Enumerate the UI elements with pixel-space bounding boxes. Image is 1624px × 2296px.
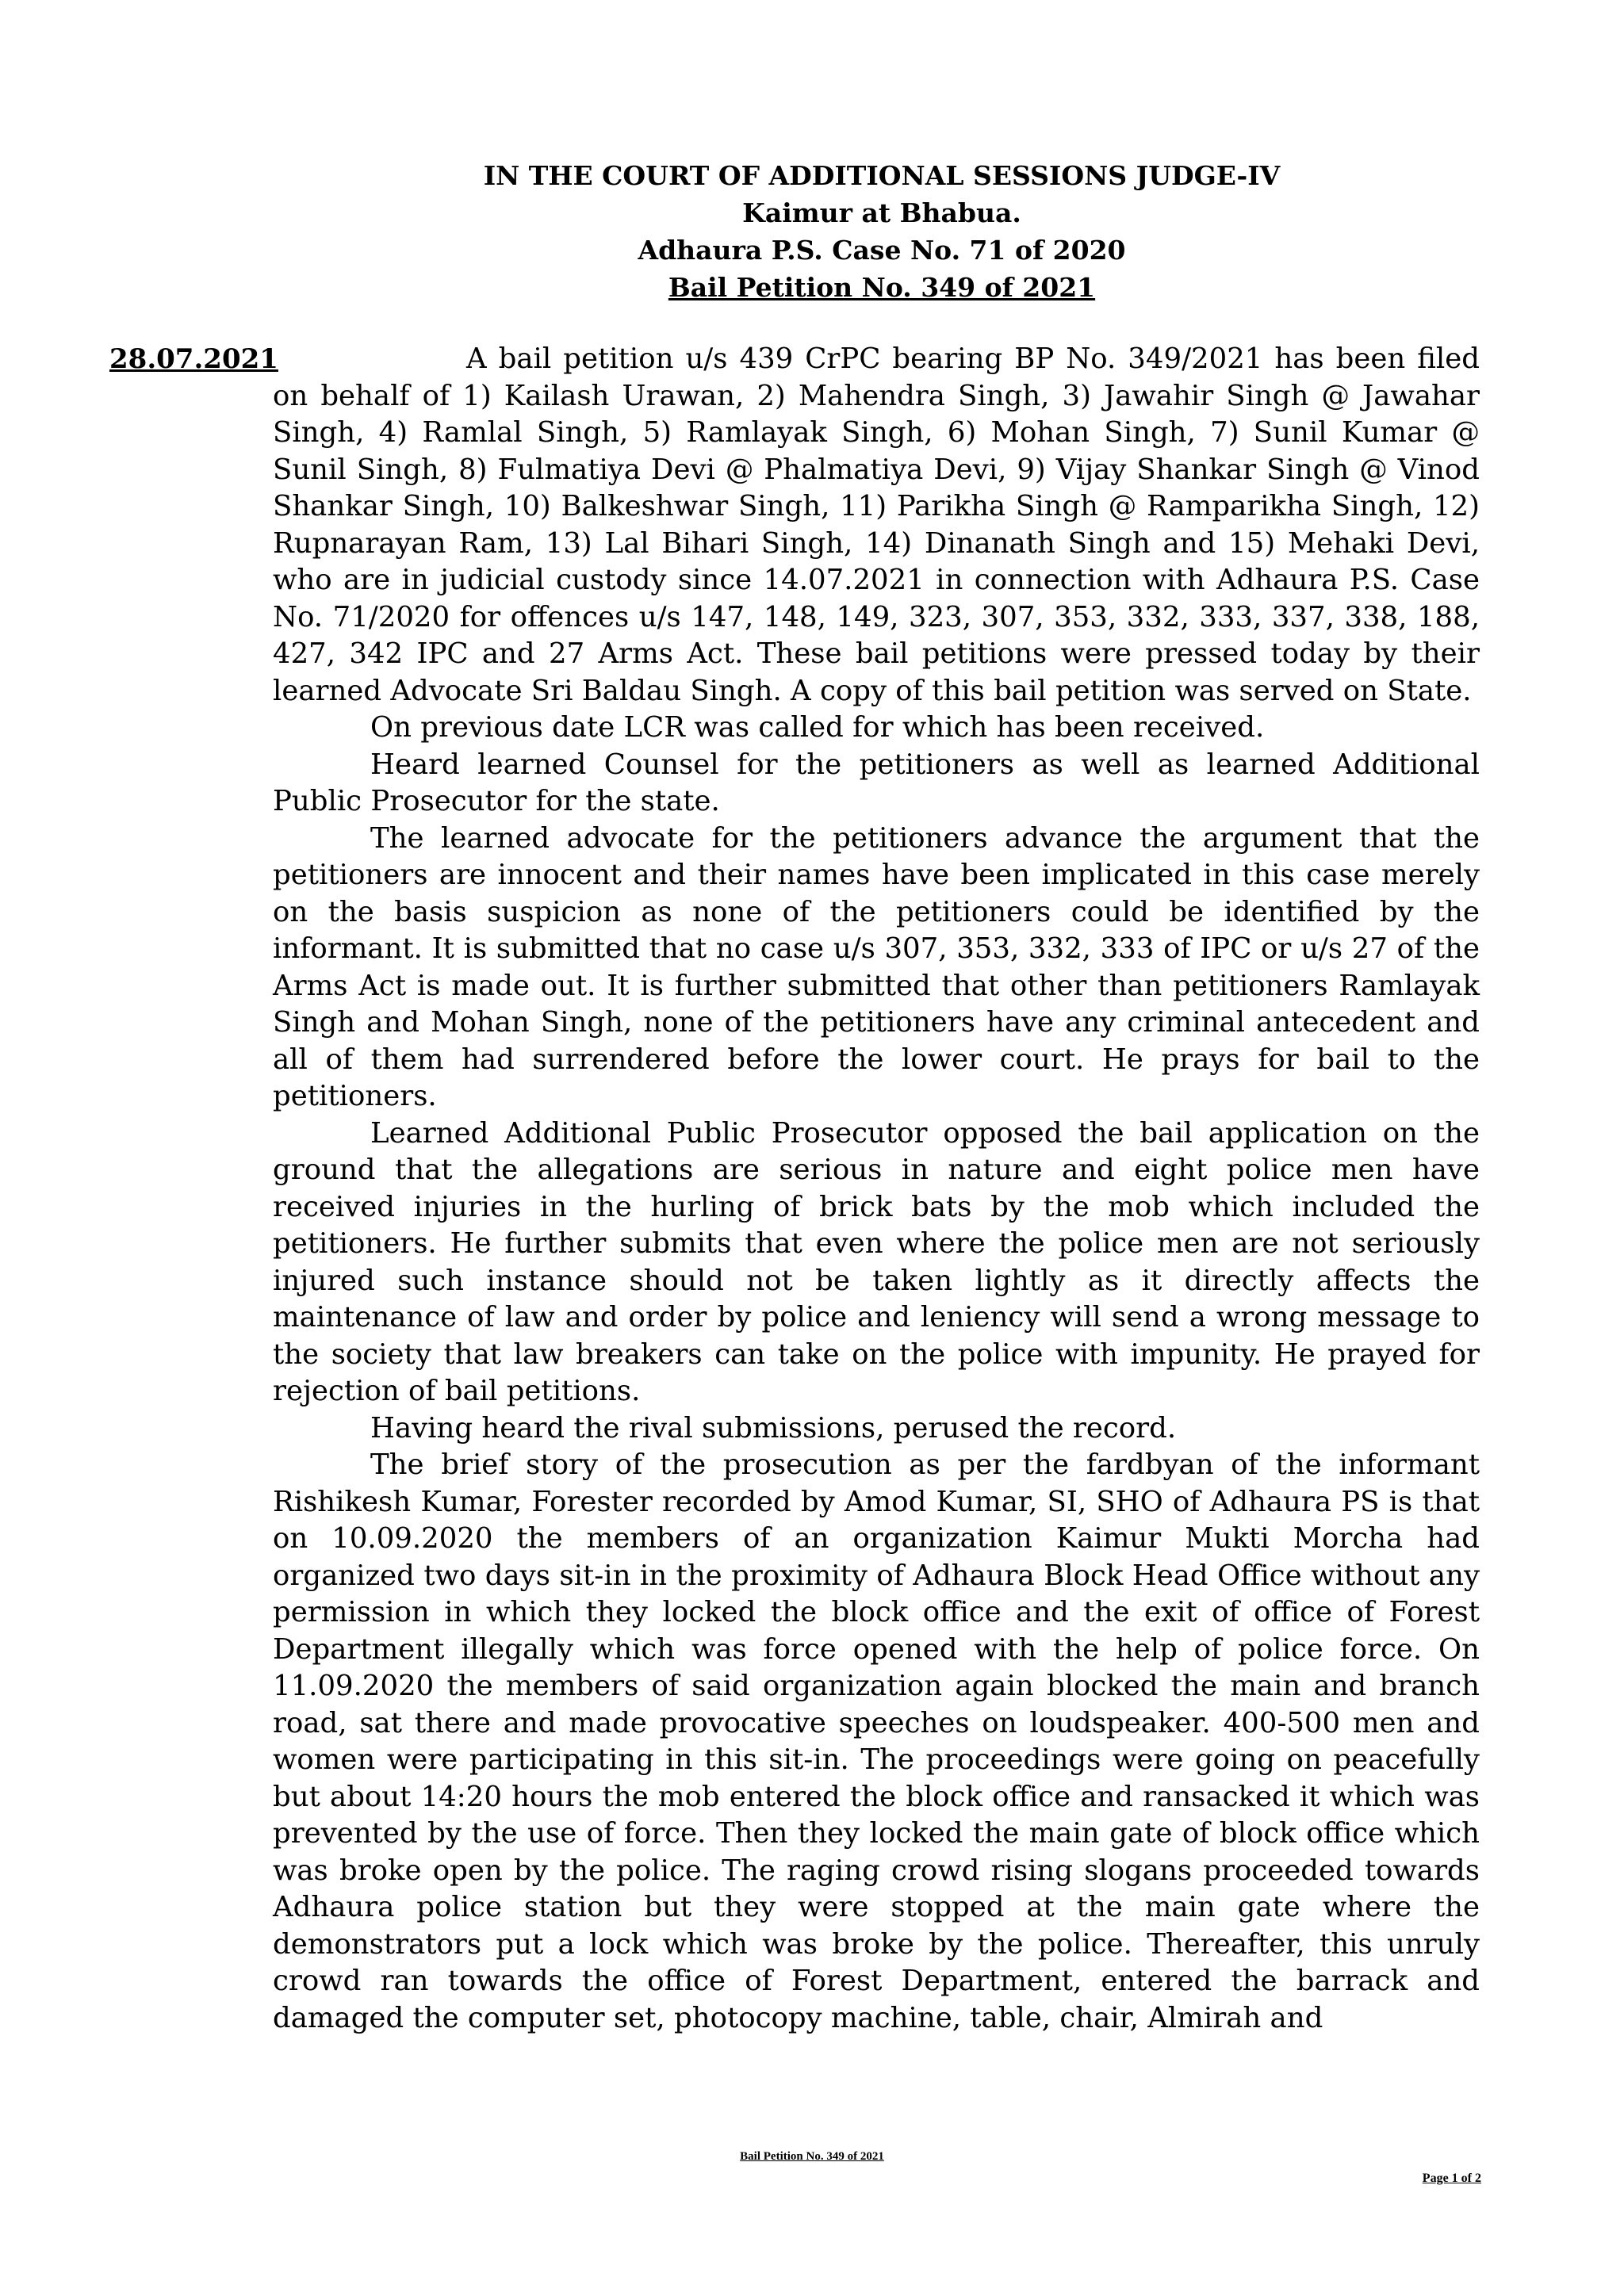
- court-header: [273, 157, 1491, 306]
- paragraph: On previous date LCR was called for which has been received.: [370, 711, 1265, 744]
- order-date: 28.07.2021: [109, 343, 278, 375]
- court-name: IN THE COURT OF ADDITIONAL SESSIONS JUDGE-IV: [483, 160, 1281, 191]
- court-location: Kaimur at Bhabua.: [742, 197, 1021, 228]
- page-number: Page 1 of 2: [1422, 2172, 1481, 2185]
- paragraph: The learned advocate for the petitioners advance the argument that the petitioners are innocent and their names have been implicated in this case merely on the basis suspicion as none of the petitioners could be identified by the informant. It is submitted that no case u/s 307, 353, 332, 333 of IPC or u/s 27 of the Arms Act is made out. It is further submitted that other than petitioners Ramlayak Singh and Mohan Singh, none of the petitioners have any criminal antecedent and all of them had surrendered before the lower court. He prays for bail to the petitioners.: [273, 821, 1480, 1112]
- petition-number: Bail Petition No. 349 of 2021: [668, 272, 1096, 303]
- case-number: Adhaura P.S. Case No. 71 of 2020: [638, 235, 1126, 266]
- paragraph: A bail petition u/s 439 CrPC bearing BP No. 349/2021 has been filed on behalf of 1) Kailash Urawan, 2) Mahendra Singh, 3) Jawahir Singh @ Jawahar Singh, 4) Ramlal Singh, 5) Ramlayak Singh, 6) Mohan Singh, 7) Sunil Kumar @ Sunil Singh, 8) Fulmatiya Devi @ Phalmatiya Devi, 9) Vijay Shankar Singh @ Vinod Shankar Singh, 10) Balkeshwar Singh, 11) Parikha Singh @ Ramparikha Singh, 12) Rupnarayan Ram, 13) Lal Bihari Singh, 14) Dinanath Singh and 15) Mehaki Devi, who are in judicial custody since 14.07.2021 in connection with Adhaura P.S. Case No. 71/2020 for offences u/s 147, 148, 149, 323, 307, 353, 332, 333, 337, 338, 188, 427, 342 IPC and 27 Arms Act. These bail petitions were pressed today by their learned Advocate Sri Baldau Singh. A copy of this bail petition was served on State.: [273, 342, 1480, 707]
- paragraph: Having heard the rival submissions, perused the record.: [370, 1411, 1177, 1445]
- paragraph: Learned Additional Public Prosecutor opposed the bail application on the ground that the allegations are serious in nature and eight police men have received injuries in the hurling of brick bats by the mob which included the petitioners. He further submits that even where the police men are not seriously injured such instance should not be taken lightly as it directly affects the maintenance of law and order by police and leniency will send a wrong message to the society that law breakers can take on the police with impunity. He prayed for rejection of bail petitions.: [273, 1116, 1480, 1407]
- order-body: [273, 341, 1480, 2037]
- paragraph: Heard learned Counsel for the petitioners as well as learned Additional Public Prosecutor for the state.: [273, 748, 1480, 817]
- paragraph: The brief story of the prosecution as per the fardbyan of the informant Rishikesh Kumar, Forester recorded by Amod Kumar, SI, SHO of Adhaura PS is that on 10.09.2020 the members of an organization Kaimur Mukti Morcha had organized two days sit-in in the proximity of Adhaura Block Head Office without any permission in which they locked the block office and the exit of office of Forest Department illegally which was force opened with the help of police force. On 11.09.2020 the members of said organization again blocked the main and branch road, sat there and made provocative speeches on loudspeaker. 400-500 men and women were participating in this sit-in. The proceedings were going on peacefully but about 14:20 hours the mob entered the block office and ransacked it which was prevented by the use of force. Then they locked the main gate of block office which was broke open by the police. The raging crowd rising slogans proceeded towards Adhaura police station but they were stopped at the main gate where the demonstrators put a lock which was broke by the police. Thereafter, this unruly crowd ran towards the office of Forest Department, entered the barrack and damaged the computer set, photocopy machine, table, chair, Almirah and: [273, 1448, 1480, 2034]
- footer-title: Bail Petition No. 349 of 2021: [740, 2150, 884, 2163]
